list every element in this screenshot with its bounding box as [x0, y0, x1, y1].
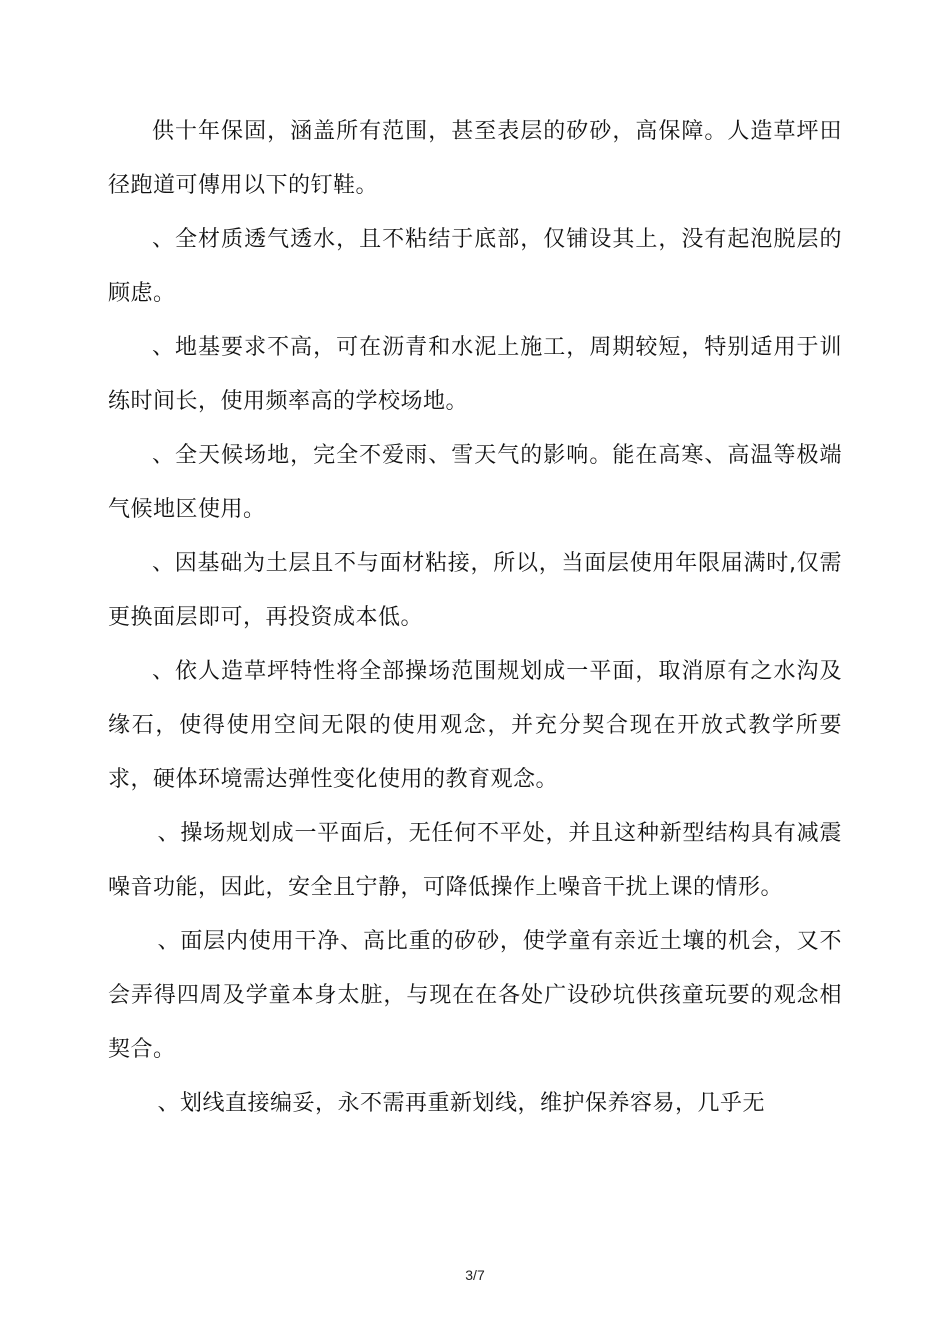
paragraph: 、依人造草坪特性将全部操场范围规划成一平面，取消原有之水沟及缘石，使得使用空间无限的使用观念，并充分契合现在开放式教学所要求，硬体环境需达弹性变化使用的教育观念。: [108, 659, 842, 792]
paragraph: 、全材质透气透水，且不粘结于底部，仅铺设其上，没有起泡脱层的顾虑。: [108, 227, 842, 306]
page-number: 3/7: [465, 1267, 485, 1283]
paragraph: 、因基础为土层且不与面材粘接，所以，当面层使用年限届满时,仅需更换面层即可，再投资成本低。: [108, 551, 842, 630]
paragraph: 、地基要求不高，可在沥青和水泥上施工，周期较短，特别适用于训练时间长，使用频率高的学校场地。: [108, 335, 842, 414]
paragraph: 、划线直接编妥，永不需再重新划线，维护保养容易，几乎无: [157, 1091, 766, 1116]
paragraph: 、面层内使用干净、高比重的矽砂，使学童有亲近土壤的机会，又不会弄得四周及学童本身太脏，与现在在各处广设砂坑供孩童玩要的观念相契合。: [108, 929, 842, 1062]
paragraph: 、全天候场地，完全不爱雨、雪天气的影响。能在高寒、高温等极端气候地区使用。: [108, 443, 842, 522]
body-text: [108, 105, 842, 1131]
paragraph: 、操场规划成一平面后，无任何不平处，并且这种新型结构具有减震噪音功能，因此，安全且宁静，可降低操作上噪音干扰上课的情形。: [108, 821, 842, 900]
paragraph: 供十年保固，涵盖所有范围，甚至表层的矽砂，高保障。人造草坪田径跑道可傳用以下的钉鞋。: [108, 119, 842, 198]
